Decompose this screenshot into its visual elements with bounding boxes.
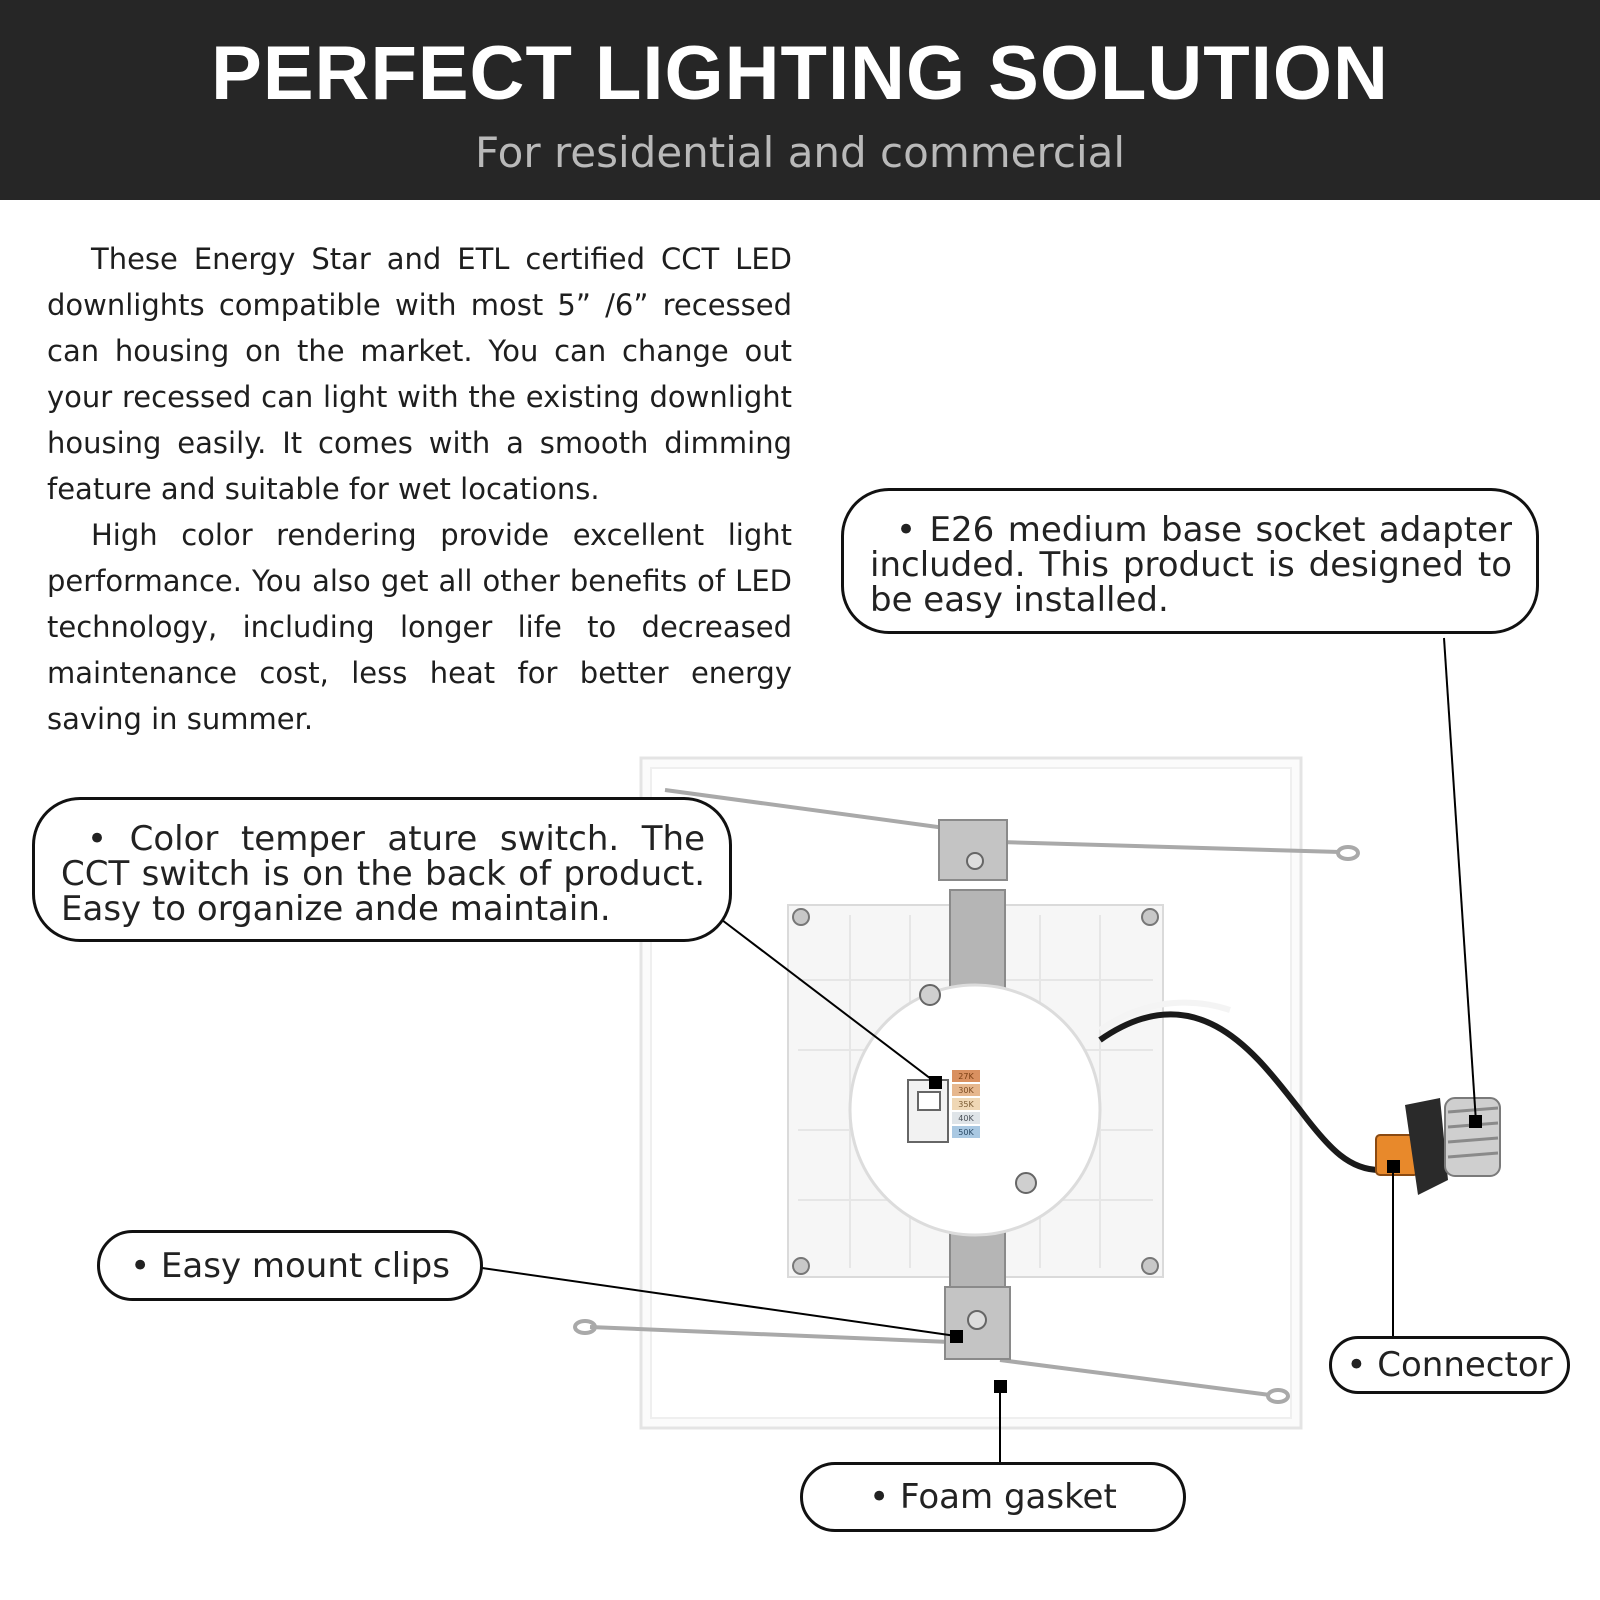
callout-connector: • Connector xyxy=(1329,1336,1570,1394)
socket-adapter-body xyxy=(1405,1098,1448,1195)
switch-label-30k: 30K xyxy=(958,1086,974,1095)
callout-socket-adapter: • E26 medium base socket adapter included. This product is designed to be easy installed. xyxy=(841,488,1539,634)
description-paragraph-2: High color rendering provide excellent light performance. You also get all other benefits of LED technology, including longer life to decreased maintenance cost, less heat for better energy saving in summer. xyxy=(47,518,792,736)
callout-mount-clips: • Easy mount clips xyxy=(97,1230,483,1301)
page-title: PERFECT LIGHTING SOLUTION xyxy=(211,31,1389,116)
callout-cct-switch: • Color temper ature switch. The CCT switch is on the back of product. Easy to organize ande maintain. xyxy=(32,797,732,942)
switch-label-50k: 50K xyxy=(958,1128,974,1137)
description-paragraph-1: These Energy Star and ETL certified CCT LED downlights compatible with most 5” /6” recessed can housing on the market. You can change out your recessed can light with the existing downlight housing easily. It comes with a smooth dimming feature and suitable for wet locations. xyxy=(47,242,792,506)
page-subtitle: For residential and commercial xyxy=(474,128,1126,177)
top-clip xyxy=(939,820,1007,880)
cct-switch xyxy=(908,1070,980,1142)
switch-label-35k: 35K xyxy=(958,1100,974,1109)
switch-label-27k: 27K xyxy=(958,1072,974,1081)
callout-foam-gasket: • Foam gasket xyxy=(800,1462,1186,1532)
switch-label-40k: 40K xyxy=(958,1114,974,1123)
